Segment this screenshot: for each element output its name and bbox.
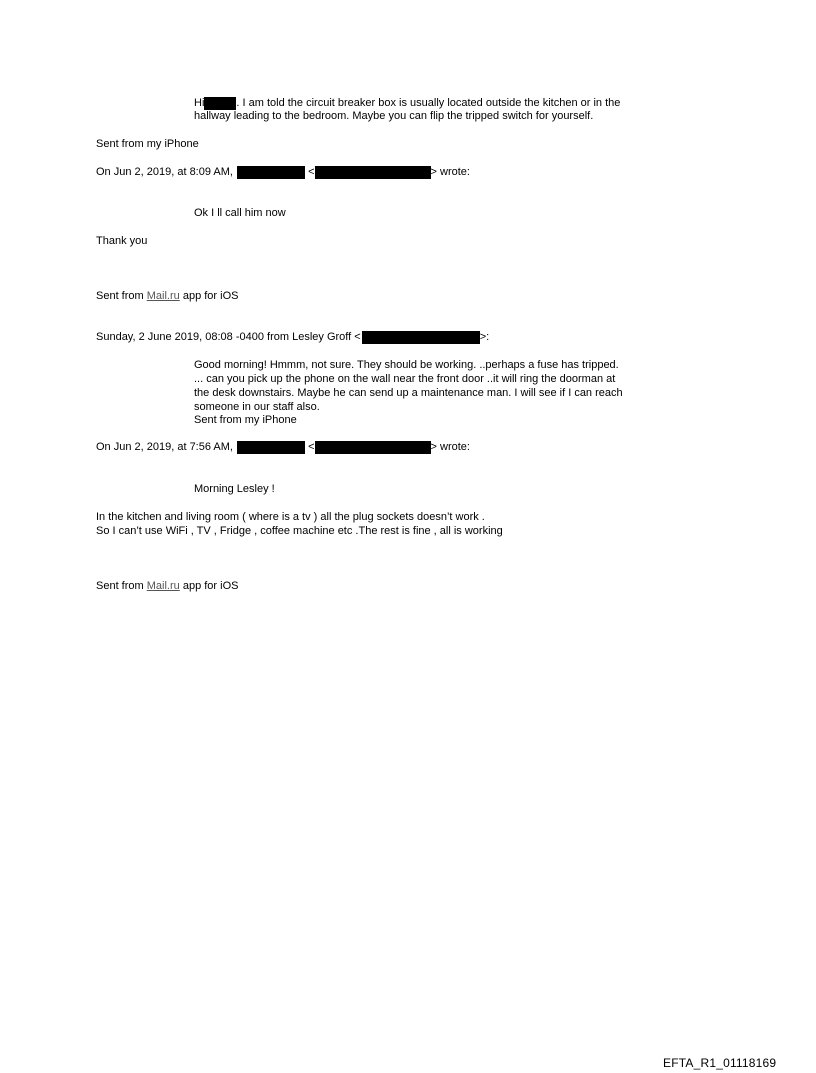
- mailru-link[interactable]: Mail.ru: [146, 580, 180, 592]
- reply1-greeting: Hi: [194, 97, 205, 109]
- header1-prefix: On Jun 2, 2019, at 8:09 AM,: [96, 166, 233, 178]
- quote-header-1: [96, 166, 470, 179]
- redaction-block: [237, 166, 305, 179]
- document-id-footer: EFTA_R1_01118169: [663, 1056, 777, 1070]
- original-message-line: In the kitchen and living room ( where is a tv ) all the plug sockets doesn’t work .: [96, 511, 485, 523]
- redaction-block: [237, 441, 305, 454]
- original-message-line: So I can’t use WiFi , TV , Fridge , coffee machine etc .The rest is fine , all is working: [96, 525, 503, 537]
- quoted-message-1: Ok I ll call him now: [194, 207, 286, 219]
- reply1-line1: [194, 97, 620, 110]
- thank-you-line: Thank you: [96, 235, 148, 247]
- header3-prefix: On Jun 2, 2019, at 7:56 AM,: [96, 441, 233, 453]
- header2-suffix: >:: [479, 331, 490, 343]
- lesley-message-line: ... can you pick up the phone on the wall near the front door ..it will ring the doorman at: [194, 373, 616, 385]
- signature-mailru-2: [96, 580, 238, 593]
- sig1-prefix: Sent from: [96, 290, 144, 302]
- mailru-link[interactable]: Mail.ru: [146, 290, 180, 302]
- redaction-block: [315, 441, 431, 454]
- reply1-text: . I am told the circuit breaker box is usually located outside the kitchen or in the: [236, 97, 621, 109]
- redaction-block: [362, 331, 480, 344]
- sig1-suffix: app for iOS: [182, 290, 239, 302]
- lesley-message-signature: Sent from my iPhone: [194, 414, 297, 426]
- redaction-block: [204, 97, 236, 110]
- quoted-greeting-2: Morning Lesley !: [194, 483, 275, 495]
- header1-suffix: > wrote:: [430, 166, 470, 178]
- sig2-prefix: Sent from: [96, 580, 144, 592]
- lesley-message-line: Good morning! Hmmm, not sure. They should be working. ..perhaps a fuse has tripped.: [194, 359, 619, 371]
- lesley-message-line: the desk downstairs. Maybe he can send up a maintenance man. I will see if I can reach: [194, 387, 623, 399]
- sig2-suffix: app for iOS: [182, 580, 239, 592]
- header1-lt: <: [308, 166, 315, 178]
- signature-mailru-1: [96, 290, 238, 303]
- reply1-line2: hallway leading to the bedroom. Maybe you can flip the tripped switch for yourself.: [194, 110, 594, 122]
- lesley-message-line: someone in our staff also.: [194, 401, 320, 413]
- signature-iphone: Sent from my iPhone: [96, 138, 199, 150]
- redaction-block: [315, 166, 431, 179]
- header3-suffix: > wrote:: [430, 441, 470, 453]
- quote-header-2: [96, 331, 489, 344]
- quote-header-3: [96, 441, 470, 454]
- header2-prefix: Sunday, 2 June 2019, 08:08 -0400 from Lesley Groff <: [96, 331, 361, 343]
- header3-lt: <: [308, 441, 315, 453]
